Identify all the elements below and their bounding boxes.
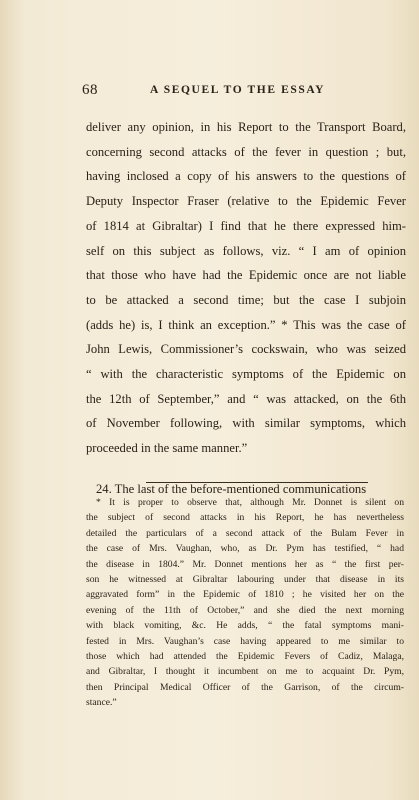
paragraph bbox=[86, 115, 406, 461]
footnote-line: stance.” bbox=[86, 697, 117, 709]
text-line: John Lewis, Commissioner’s cockswain, who was seized bbox=[86, 342, 406, 357]
text-line: deliver any opinion, in his Report to the Transport Board, bbox=[86, 120, 406, 134]
footnote-line: aggravated form” in the Epidemic of 1810 ; he visited her on the bbox=[86, 589, 404, 601]
footnote-line: fested in Mrs. Vaughan’s case having appeared to me similar to bbox=[86, 635, 404, 647]
footnote-line: the disease in 1804.” Mr. Donnet mentions her as “ the first per- bbox=[86, 558, 404, 570]
footnote-line: son he witnessed at Gibraltar labouring under that disease in its bbox=[86, 574, 404, 586]
footnote bbox=[86, 495, 404, 711]
footnote-rule bbox=[146, 482, 368, 483]
footnote-line: the subject of second attacks in his Report, he has nevertheless bbox=[86, 512, 404, 524]
footnote-line: then Principal Medical Officer of the Garrison, of the circum- bbox=[86, 681, 404, 693]
text-line: Deputy Inspector Fraser (relative to the Epidemic Fever bbox=[86, 194, 406, 209]
text-line: the 12th of September,” and “ was attacked, on the 6th bbox=[86, 391, 406, 406]
footnote-line: with black vomiting, &c. He adds, “ the fatal symptoms mani- bbox=[86, 620, 404, 632]
paragraph-gap bbox=[86, 461, 406, 477]
page-header bbox=[82, 82, 392, 102]
text-line: that those who have had the Epidemic once are not liable bbox=[86, 268, 406, 283]
body-text bbox=[86, 115, 406, 502]
footnote-line: * It is proper to observe that, although Mr. Donnet is silent on bbox=[96, 497, 404, 508]
text-line: (adds he) is, I think an exception.” * This was the case of bbox=[86, 317, 406, 332]
page-number: 68 bbox=[82, 82, 98, 98]
footnote-line: and Gibraltar, I thought it incumbent on me to acquaint Dr. Pym, bbox=[86, 666, 404, 678]
footnote-line: the case of Mrs. Vaughan, who, as Dr. Pym has testified, “ had bbox=[86, 543, 404, 555]
text-line: concerning second attacks of the fever in question ; but, bbox=[86, 144, 406, 159]
text-line: proceeded in the same manner.” bbox=[86, 441, 248, 456]
footnote-line: those which had attended the Epidemic Fevers of Cadiz, Malaga, bbox=[86, 651, 404, 663]
footnote-line: detailed the particulars of a second attack of the Bulam Fever in bbox=[86, 527, 404, 539]
text-line: “ with the characteristic symptoms of the Epidemic on bbox=[86, 367, 406, 382]
footnote-line: evening of the 11th of October,” and she died the next morning bbox=[86, 604, 404, 616]
text-line: to be attacked a second time; but the case I subjoin bbox=[86, 292, 406, 307]
text-line: of November following, with similar symptoms, which bbox=[86, 416, 406, 431]
text-line: having inclosed a copy of his answers to the questions of bbox=[86, 169, 406, 184]
text-line: 24. The last of the before-mentioned communications bbox=[96, 481, 367, 496]
text-line: self on this subject as follows, viz. “ I am of opinion bbox=[86, 243, 406, 258]
running-head: A SEQUEL TO THE ESSAY bbox=[150, 84, 326, 96]
text-line: of 1814 at Gibraltar) I find that he there expressed him- bbox=[86, 218, 406, 233]
